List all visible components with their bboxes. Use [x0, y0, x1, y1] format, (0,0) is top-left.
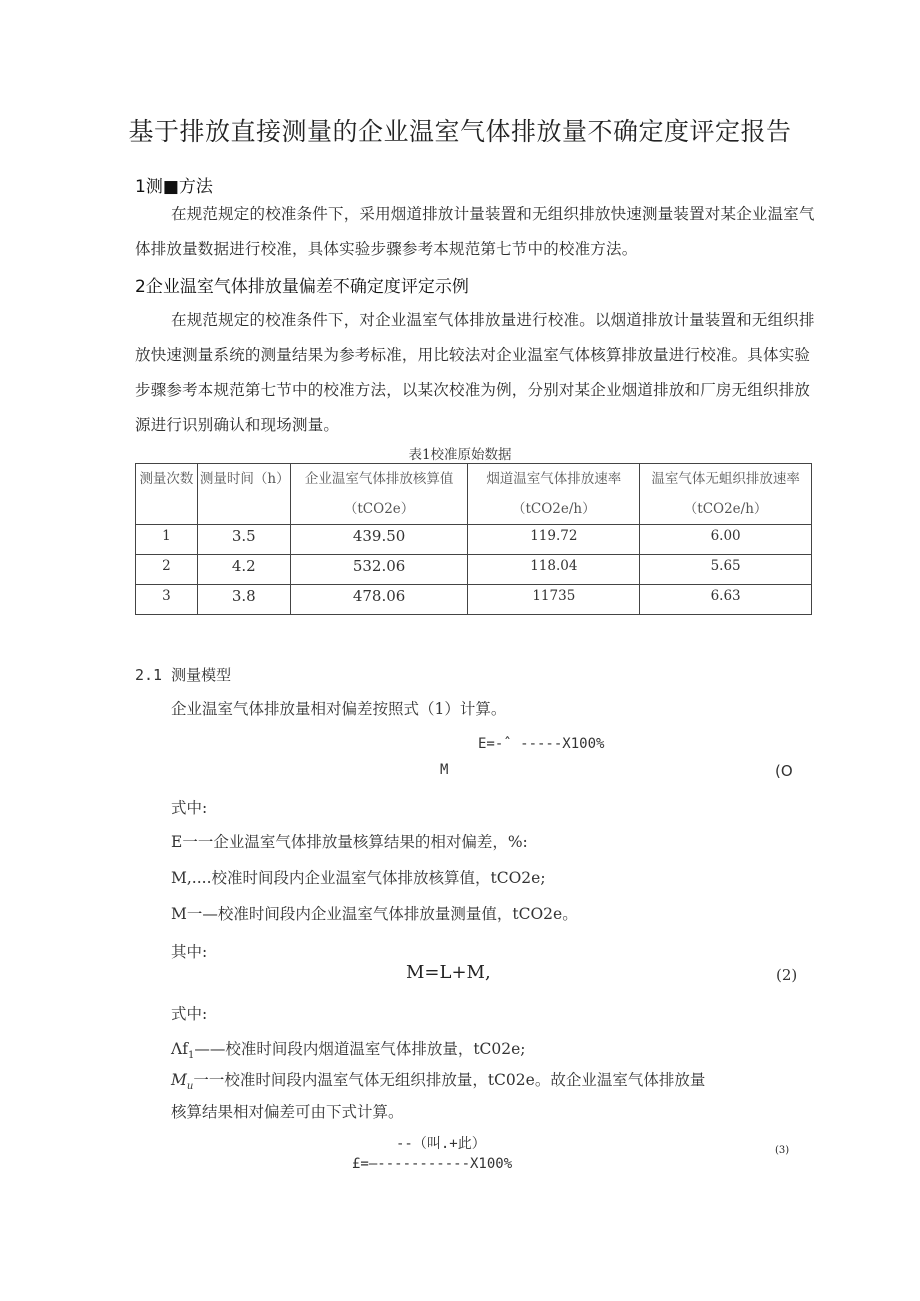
- definition-mu-continued: 核算结果相对偏差可由下式计算。: [171, 1103, 404, 1121]
- equation-2: M=L+M,: [406, 962, 491, 983]
- equation-3-number: (3): [775, 1145, 790, 1156]
- section-2-1-heading: 2.1 测量模型: [135, 666, 232, 684]
- table-row: [136, 555, 812, 585]
- equation-3-top: --（叫.+此）: [396, 1136, 486, 1152]
- section-2-1-intro: 企业温室气体排放量相对偏差按照式（1）计算。: [171, 700, 507, 718]
- table-header-cell: 企业温室气体排放核算值（tCO2e）: [290, 464, 468, 525]
- page-title: 基于排放直接测量的企业温室气体排放量不确定度评定报告: [128, 117, 792, 146]
- definition-af: $\Lambda f_1——$校准时间段内烟道温室气体排放量，tC02e;: [171, 1040, 526, 1062]
- table-header-cell: 测量次数: [136, 464, 198, 525]
- equation-3-bottom: £=—-----------X100%: [352, 1156, 513, 1172]
- table-row: [136, 525, 812, 555]
- table-cell: 1: [136, 525, 198, 555]
- equation-1-number: (O: [775, 762, 793, 780]
- table-cell: 4.2: [197, 555, 290, 585]
- section-1-paragraph: 在规范规定的校准条件下，采用烟道排放计量装置和无组织排放快速测量装置对某企业温室气体排放量数据进行校准，具体实验步骤参考本规范第七节中的校准方法。: [135, 205, 815, 258]
- table-cell: 3.5: [197, 525, 290, 555]
- table-header-cell: 测量时间（h）: [197, 464, 290, 525]
- table-cell: 478.06: [290, 585, 468, 615]
- where-label-2: 式中:: [171, 1005, 208, 1023]
- equation-1-top: E=-ˆ -----X100%: [478, 736, 605, 752]
- definition-m-meas: M一—校准时间段内企业温室气体排放量测量值，tCO2e。: [171, 905, 578, 923]
- table-cell: 11735: [468, 585, 640, 615]
- definition-mu: $M_u$一一校准时间段内温室气体无组织排放量，tC02e。故企业温室气体排放量: [171, 1071, 706, 1093]
- table-header-row: [136, 464, 812, 525]
- calibration-data-table: [135, 463, 812, 615]
- section-1-heading: 1测■方法: [135, 177, 213, 197]
- table-row: [136, 585, 812, 615]
- table-caption: 表1校准原始数据: [408, 447, 512, 463]
- definition-m-calc: M,....校准时间段内企业温室气体排放核算值，tCO2e;: [171, 869, 546, 887]
- table-header-cell: 烟道温室气体排放速率（tCO2e/h）: [468, 464, 640, 525]
- table-cell: 5.65: [640, 555, 812, 585]
- equation-1-bottom: M: [440, 762, 449, 778]
- definition-e: E一一企业温室气体排放量核算结果的相对偏差，%:: [171, 833, 528, 851]
- table-cell: 3: [136, 585, 198, 615]
- where-label-1: 式中:: [171, 799, 208, 817]
- table-cell: 6.63: [640, 585, 812, 615]
- table-cell: 532.06: [290, 555, 468, 585]
- table-cell: 6.00: [640, 525, 812, 555]
- table-header-cell: 温室气体无蛆织排放速率（tCO2e/h）: [640, 464, 812, 525]
- section-2-paragraph: 在规范规定的校准条件下，对企业温室气体排放量进行校准。以烟道排放计量装置和无组织排放快速测量系统的测量结果为参考标准，用比较法对企业温室气体核算排放量进行校准。具体实验步骤参考本规范第七节中的校准方法，以某次校准为例，分别对某企业烟道排放和厂房无组织排放源进行识别确认和现场测量。: [135, 311, 815, 434]
- table-cell: 3.8: [197, 585, 290, 615]
- section-2-heading: 2企业温室气体排放量偏差不确定度评定示例: [135, 277, 469, 297]
- among-label: 其中:: [171, 943, 208, 961]
- equation-2-number: (2): [776, 966, 798, 984]
- table-cell: 439.50: [290, 525, 468, 555]
- table-cell: 119.72: [468, 525, 640, 555]
- table-cell: 118.04: [468, 555, 640, 585]
- table-cell: 2: [136, 555, 198, 585]
